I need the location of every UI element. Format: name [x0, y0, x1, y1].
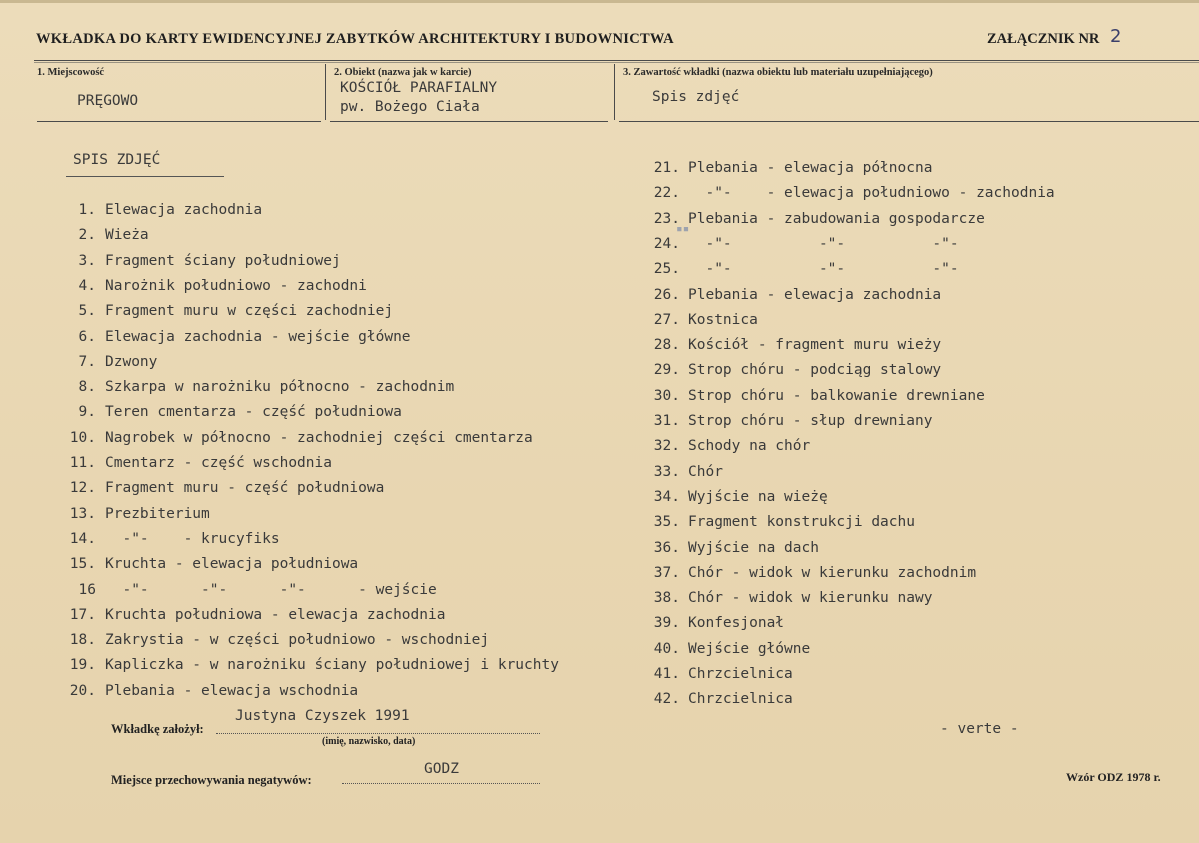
storage-dotted-line [342, 783, 540, 784]
item-text: Fragment ściany południowej [105, 252, 341, 269]
item-text: Elewacja zachodnia - wejście główne [105, 328, 411, 345]
object-label: 2. Obiekt (nazwa jak w karcie) [334, 67, 472, 78]
item-text: Chór - widok w kierunku nawy [688, 590, 933, 607]
item-text: -"- - krucyfiks [105, 530, 280, 547]
item-text: Konfesjonał [688, 615, 785, 632]
item-number: 23. [653, 210, 680, 227]
item-text: Strop chóru - balkowanie drewniane [688, 387, 985, 404]
item-number: 19. [69, 657, 96, 674]
content-label: 3. Zawartość wkładki (nazwa obiektu lub materiału uzupełniającego) [623, 67, 933, 78]
item-number: 28. [653, 337, 680, 354]
item-number: 15. [69, 556, 96, 573]
item-text: Elewacja zachodnia [105, 202, 263, 218]
storage-label: Miejsce przechowywania negatywów: [111, 773, 312, 787]
content-value: Spis zdjęć [652, 89, 740, 105]
place-label: 1. Miejscowość [37, 67, 105, 78]
item-text: -"- -"- -"- [688, 235, 959, 252]
item-number: 16 [78, 581, 96, 598]
content-underline [619, 121, 1199, 122]
card-title: WKŁADKA DO KARTY EWIDENCYJNEJ ZABYTKÓW ARCHITEKTURY I BUDOWNICTWA [36, 31, 674, 47]
item-text: Strop chóru - słup drewniany [688, 413, 933, 429]
annex-number: 2 [1110, 26, 1122, 47]
item-number: 13. [69, 505, 96, 522]
item-text: Schody na chór [688, 438, 811, 455]
item-number: 27. [653, 311, 680, 328]
annex-label: ZAŁĄCZNIK NR [987, 31, 1100, 47]
item-number: 5. [78, 303, 96, 320]
item-text: Nagrobek w północno - zachodniej części cmentarza [105, 429, 533, 446]
item-text: Strop chóru - podciąg stalowy [688, 362, 942, 379]
item-text: Kruchta południowa - elewacja zachodnia [105, 606, 446, 623]
item-number: 32. [653, 438, 680, 455]
item-number: 4. [78, 277, 96, 294]
item-number: 2. [78, 227, 96, 244]
item-text: Prezbiterium [105, 505, 210, 522]
item-number: 1. [78, 202, 96, 218]
item-number: 14. [69, 530, 96, 547]
place-value: PRĘGOWO [77, 93, 139, 109]
item-number: 37. [653, 564, 680, 581]
item-number: 29. [653, 362, 680, 379]
item-number: 12. [69, 480, 96, 497]
item-text: Plebania - elewacja wschodnia [105, 682, 359, 699]
item-text: Wyjście na wieżę [688, 488, 828, 505]
item-text: Fragment muru w części zachodniej [105, 303, 394, 320]
item-text: Wieża [105, 227, 149, 244]
item-number: 9. [78, 404, 96, 421]
item-text: -"- -"- -"- [688, 261, 959, 278]
item-number: 40. [653, 640, 680, 657]
item-number: 33. [653, 463, 680, 480]
storage-value: GODZ [424, 761, 459, 777]
author-dotted-line [216, 733, 540, 734]
header-divider-lower [34, 62, 1199, 63]
place-underline [37, 121, 321, 122]
item-number: 41. [653, 666, 680, 682]
item-text: Chrzcielnica [688, 691, 793, 708]
list-title-underline [66, 176, 224, 177]
item-text: Plebania - zabudowania gospodarcze [688, 210, 985, 227]
faint-stamp-mark: ▪▪ [676, 222, 690, 235]
item-text: Fragment konstrukcji dachu [688, 514, 915, 531]
item-number: 21. [653, 160, 680, 176]
author-value: Justyna Czyszek 1991 [235, 708, 410, 724]
item-text: Kostnica [688, 311, 758, 328]
item-text: Cmentarz - część wschodnia [105, 455, 332, 471]
item-text: Kościół - fragment muru wieży [688, 337, 942, 354]
author-label: Wkładkę założył: [111, 722, 204, 736]
item-number: 10. [69, 429, 96, 446]
item-number: 35. [653, 514, 680, 531]
item-text: -"- -"- -"- - wejście [105, 581, 437, 598]
item-number: 8. [78, 379, 96, 396]
item-text: Chrzcielnica [688, 666, 793, 682]
field-divider-1 [325, 64, 326, 120]
item-text: Plebania - elewacja północna [688, 160, 933, 176]
object-underline [330, 121, 608, 122]
item-text: Szkarpa w narożniku północno - zachodnim [105, 379, 455, 396]
field-divider-2 [614, 64, 615, 120]
item-number: 31. [653, 413, 680, 429]
item-text: Wyjście na dach [688, 539, 819, 556]
item-number: 42. [653, 691, 680, 708]
item-number: 20. [69, 682, 96, 699]
item-text: Chór [688, 463, 723, 480]
item-text: Fragment muru - część południowa [105, 480, 385, 497]
form-id: Wzór ODZ 1978 r. [1066, 770, 1161, 784]
card-top-edge [0, 0, 1199, 3]
verte-note: - verte - [940, 721, 1019, 737]
header-divider [34, 60, 1199, 61]
item-number: 39. [653, 615, 680, 632]
item-text: Kruchta - elewacja południowa [105, 556, 359, 573]
item-number: 7. [78, 353, 96, 370]
item-number: 24. [653, 235, 680, 252]
list-title: SPIS ZDJĘĆ [73, 152, 161, 168]
object-value-line1: KOŚCIÓŁ PARAFIALNY [340, 80, 498, 96]
object-value-line2: pw. Bożego Ciała [340, 99, 480, 115]
item-number: 11. [69, 455, 96, 471]
item-text: Kapliczka - w narożniku ściany południowej i kruchty [105, 657, 559, 674]
item-number: 6. [78, 328, 96, 345]
item-text: Wejście główne [688, 640, 811, 657]
item-number: 22. [653, 185, 680, 202]
item-text: Teren cmentarza - część południowa [105, 404, 402, 421]
item-number: 30. [653, 387, 680, 404]
item-text: Zakrystia - w części południowo - wschodniej [105, 632, 490, 649]
item-number: 25. [653, 261, 680, 278]
item-text: Dzwony [105, 353, 158, 370]
item-number: 36. [653, 539, 680, 556]
author-hint: (imię, nazwisko, data) [322, 736, 416, 747]
item-text: Chór - widok w kierunku zachodnim [688, 564, 977, 581]
item-number: 26. [653, 286, 680, 303]
item-number: 38. [653, 590, 680, 607]
item-text: -"- - elewacja południowo - zachodnia [688, 185, 1055, 202]
item-text: Plebania - elewacja zachodnia [688, 286, 942, 303]
item-number: 18. [69, 632, 96, 649]
item-number: 34. [653, 488, 680, 505]
item-text: Narożnik południowo - zachodni [105, 277, 367, 294]
item-number: 17. [69, 606, 96, 623]
item-number: 3. [78, 252, 96, 269]
